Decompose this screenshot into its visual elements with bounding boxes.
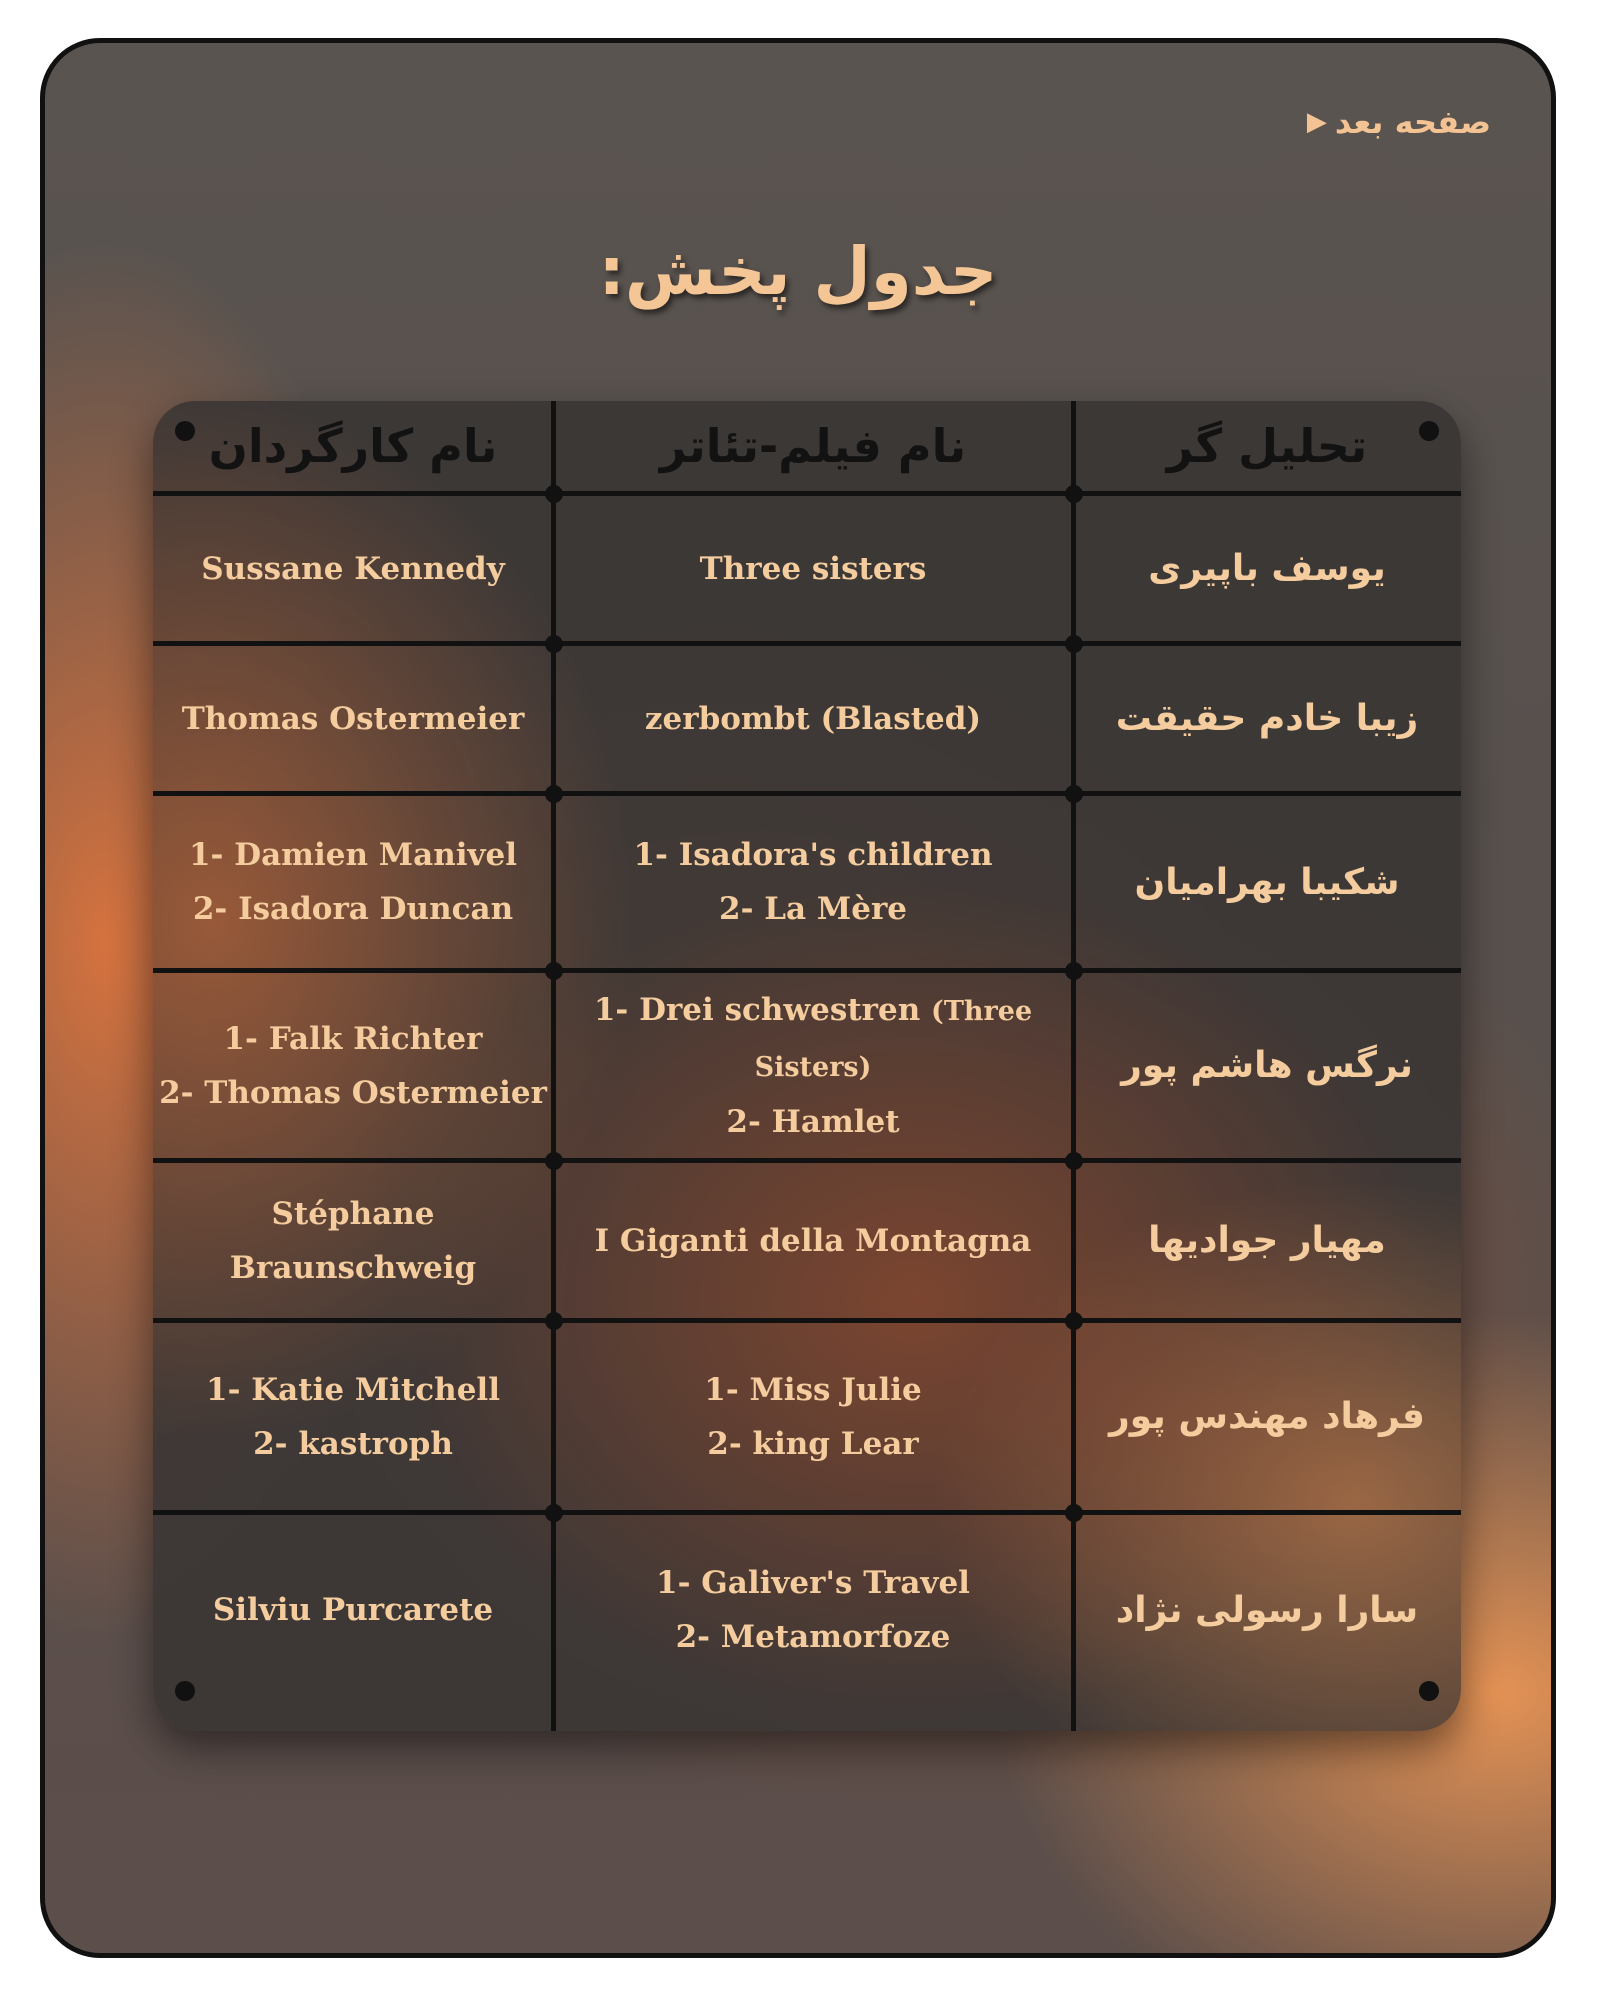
analyst-cell: یوسف باپیری [1148,548,1386,589]
row-divider [153,791,1461,796]
grid-node [1065,1504,1083,1522]
column-divider [1071,401,1076,1731]
table-row [153,1163,1461,1318]
film-line [553,983,1073,1095]
grid-node [1065,962,1083,980]
row-divider [153,1510,1461,1515]
film-line: 1- Galiver's Travel [656,1565,970,1601]
director-cell [153,496,553,641]
table-row [153,496,1461,641]
corner-dot [1419,1681,1439,1701]
corner-dot [175,421,195,441]
grid-node [1065,1312,1083,1330]
schedule-table [153,401,1461,1731]
director-line: Silviu Purcarete [212,1592,494,1628]
director-line: Stéphane Braunschweig [229,1195,477,1286]
director-cell [153,1163,553,1318]
director-line: 2- Isadora Duncan [192,891,514,927]
director-cell [153,646,553,791]
grid-node [1065,485,1083,503]
corner-dot [175,1681,195,1701]
analyst-cell: فرهاد مهندس پور [1108,1396,1426,1437]
grid-node [545,1312,563,1330]
header-director: نام کارگردان [208,419,498,473]
film-line: 1- Isadora's children [633,837,993,873]
film-line: 2- Metamorfoze [675,1619,951,1655]
film-cell [553,646,1073,791]
analyst-cell: نرگس هاشم پور [1121,1045,1413,1086]
film-line: 2- king Lear [707,1425,919,1462]
film-line: 2- Hamlet [726,1103,900,1140]
director-cell [153,973,553,1158]
row-divider [153,491,1461,496]
director-cell [153,1323,553,1510]
director-line: 2- Thomas Ostermeier [159,1074,547,1111]
next-page-label: صفحه بعد [1334,103,1491,141]
film-line: I Giganti della Montagna [594,1222,1032,1259]
play-triangle-icon: ▶ [1306,107,1327,137]
grid-node [545,785,563,803]
analyst-cell: سارا رسولی نژاد [1115,1589,1419,1631]
director-line: 1- Falk Richter [223,1020,483,1057]
analyst-cell: شکیبا بهرامیان [1134,861,1400,903]
film-line: Three sisters [699,550,927,587]
film-cell [553,496,1073,641]
film-line: 2- La Mère [719,891,907,927]
film-cell [553,1163,1073,1318]
table-row [153,646,1461,791]
grid-node [545,962,563,980]
row-divider [153,968,1461,973]
grid-node [545,1152,563,1170]
table-header-row [153,401,1461,491]
director-line: 1- Katie Mitchell [206,1371,500,1408]
film-line-note: (Three Sisters) [754,995,1033,1083]
film-cell [553,796,1073,968]
grid-node [1065,785,1083,803]
grid-node [545,1504,563,1522]
film-cell [553,1515,1073,1705]
column-divider [551,401,556,1731]
film-line: zerbombt (Blasted) [644,700,982,737]
director-cell [153,796,553,968]
table-row [153,1323,1461,1510]
director-line: Thomas Ostermeier [181,700,525,737]
header-film: نام فیلم-تئاتر [659,419,967,473]
director-line: 1- Damien Manivel [188,837,518,873]
poster-card [40,38,1556,1958]
film-line-main: 1- Drei schwestren [593,991,921,1028]
page-title: جدول پخش: [598,233,998,310]
analyst-cell: زیبا خادم حقیقت [1115,698,1419,739]
table-row [153,973,1461,1158]
director-line: 2- kastroph [253,1425,453,1462]
grid-node [545,635,563,653]
director-line: Sussane Kennedy [201,550,505,587]
corner-dot [1419,421,1439,441]
next-page-link[interactable] [1307,103,1491,141]
row-divider [153,1318,1461,1323]
analyst-cell: مهیار جوادیها [1148,1220,1386,1261]
header-analyst: تحلیل گر [1166,419,1368,473]
director-cell [153,1515,553,1705]
film-cell [553,973,1073,1158]
grid-node [545,485,563,503]
film-cell [553,1323,1073,1510]
grid-node [1065,635,1083,653]
table-row [153,1515,1461,1705]
grid-node [1065,1152,1083,1170]
row-divider [153,1158,1461,1163]
table-row [153,796,1461,968]
row-divider [153,641,1461,646]
film-line: 1- Miss Julie [704,1371,922,1408]
